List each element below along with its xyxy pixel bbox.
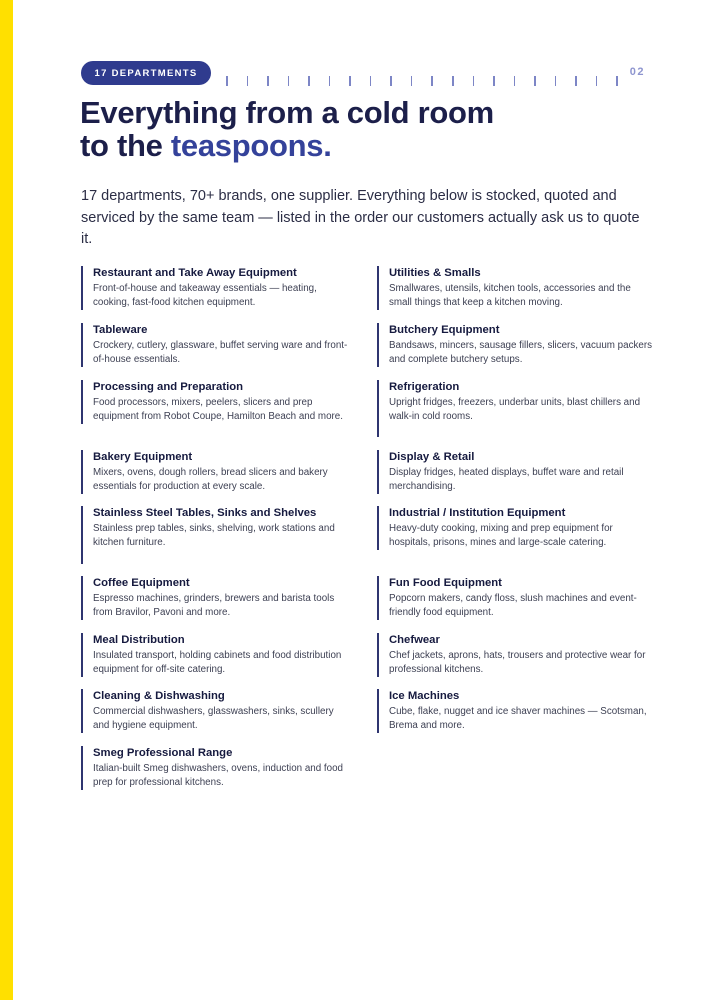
department-title: Meal Distribution — [93, 634, 185, 646]
page-headline — [80, 96, 494, 162]
department-title: Refrigeration — [389, 381, 460, 393]
page-number: 02 — [629, 66, 645, 78]
department-item — [81, 323, 351, 367]
department-title: Restaurant and Take Away Equipment — [93, 267, 297, 279]
tick-mark — [452, 76, 454, 86]
department-title: Smeg Professional Range — [93, 747, 233, 759]
department-title: Chefwear — [389, 634, 440, 646]
department-description: Heavy-duty cooking, mixing and prep equipment for hospitals, prisons, mines and large-scale catering. — [389, 523, 613, 548]
yellow-edge-stripe — [0, 0, 13, 1000]
department-item — [377, 266, 652, 310]
department-description: Upright fridges, freezers, underbar units, blast chillers and walk-in cold rooms. — [389, 397, 641, 422]
department-description: Chef jackets, aprons, hats, trousers and protective wear for professional kitchens. — [389, 650, 646, 675]
department-item — [81, 266, 351, 310]
department-item — [377, 506, 652, 550]
department-description: Italian-built Smeg dishwashers, ovens, induction and food prep for professional kitchens. — [93, 763, 343, 788]
department-description: Mixers, ovens, dough rollers, bread slicers and bakery essentials for production at every scale. — [93, 467, 328, 492]
department-description: Popcorn makers, candy floss, slush machines and event-friendly food equipment. — [389, 593, 637, 618]
department-title: Butchery Equipment — [389, 324, 500, 336]
department-description: Insulated transport, holding cabinets and food distribution equipment for off-site catering. — [93, 650, 342, 675]
headline-line-1: Everything from a cold room — [80, 95, 494, 130]
department-description: Front-of-house and takeaway essentials — heating, cooking, fast-food kitchen equipment. — [93, 283, 317, 308]
departments-tag: 17 DEPARTMENTS — [81, 61, 211, 85]
tick-mark — [267, 76, 269, 86]
department-title: Fun Food Equipment — [389, 577, 502, 589]
department-item — [81, 746, 351, 790]
department-description: Bandsaws, mincers, sausage fillers, slicers, vacuum packers and complete butchery setups. — [389, 340, 652, 365]
department-item — [81, 576, 351, 620]
tick-mark — [370, 76, 372, 86]
department-item — [81, 450, 351, 494]
tick-mark — [534, 76, 536, 86]
tick-ruler — [226, 76, 618, 86]
department-title: Utilities & Smalls — [389, 267, 481, 279]
department-item — [377, 323, 652, 367]
department-description: Commercial dishwashers, glasswashers, sinks, scullery and hygiene equipment. — [93, 706, 334, 731]
tick-mark — [226, 76, 228, 86]
department-title: Stainless Steel Tables, Sinks and Shelves — [93, 507, 317, 519]
tick-mark — [596, 76, 598, 86]
tick-mark — [349, 76, 351, 86]
tick-mark — [308, 76, 310, 86]
department-item — [377, 380, 652, 437]
department-title: Tableware — [93, 324, 148, 336]
tick-mark — [431, 76, 433, 86]
tick-mark — [473, 76, 475, 86]
department-item — [377, 450, 652, 494]
department-title: Industrial / Institution Equipment — [389, 507, 566, 519]
department-description: Espresso machines, grinders, brewers and barista tools from Bravilor, Pavoni and more. — [93, 593, 335, 618]
department-item — [377, 633, 652, 677]
department-description: Cube, flake, nugget and ice shaver machines — Scotsman, Brema and more. — [389, 706, 647, 731]
department-title: Coffee Equipment — [93, 577, 190, 589]
department-title: Cleaning & Dishwashing — [93, 690, 225, 702]
department-item — [81, 506, 351, 564]
department-item — [81, 689, 351, 733]
department-item — [81, 380, 351, 424]
tick-mark — [514, 76, 516, 86]
tick-mark — [329, 76, 331, 86]
tick-mark — [288, 76, 290, 86]
tick-mark — [493, 76, 495, 86]
headline-line-2-prefix: to the — [80, 128, 171, 163]
tick-mark — [575, 76, 577, 86]
tick-mark — [247, 76, 249, 86]
tick-mark — [411, 76, 413, 86]
intro-paragraph: 17 departments, 70+ brands, one supplier. Everything below is stocked, quoted and serviced by the same team — listed in the order our customers actually ask us to quote it. — [81, 188, 640, 247]
department-description: Stainless prep tables, sinks, shelving, work stations and kitchen furniture. — [93, 523, 335, 548]
tick-mark — [390, 76, 392, 86]
department-description: Crockery, cutlery, glassware, buffet serving ware and front-of-house essentials. — [93, 340, 348, 365]
department-description: Display fridges, heated displays, buffet ware and retail merchandising. — [389, 467, 624, 492]
department-description: Smallwares, utensils, kitchen tools, accessories and the small things that keep a kitchen moving. — [389, 283, 631, 308]
department-item — [377, 576, 652, 620]
department-title: Processing and Preparation — [93, 381, 244, 393]
tick-mark — [555, 76, 557, 86]
headline-accent: teaspoons. — [170, 128, 332, 163]
department-title: Bakery Equipment — [93, 451, 193, 463]
department-title: Display & Retail — [389, 451, 475, 463]
tick-mark — [616, 76, 618, 86]
department-description: Food processors, mixers, peelers, slicers and prep equipment from Robot Coupe, Hamilton Beach and more. — [93, 397, 343, 422]
department-item — [81, 633, 351, 677]
department-title: Ice Machines — [389, 690, 460, 702]
department-item — [377, 689, 652, 733]
